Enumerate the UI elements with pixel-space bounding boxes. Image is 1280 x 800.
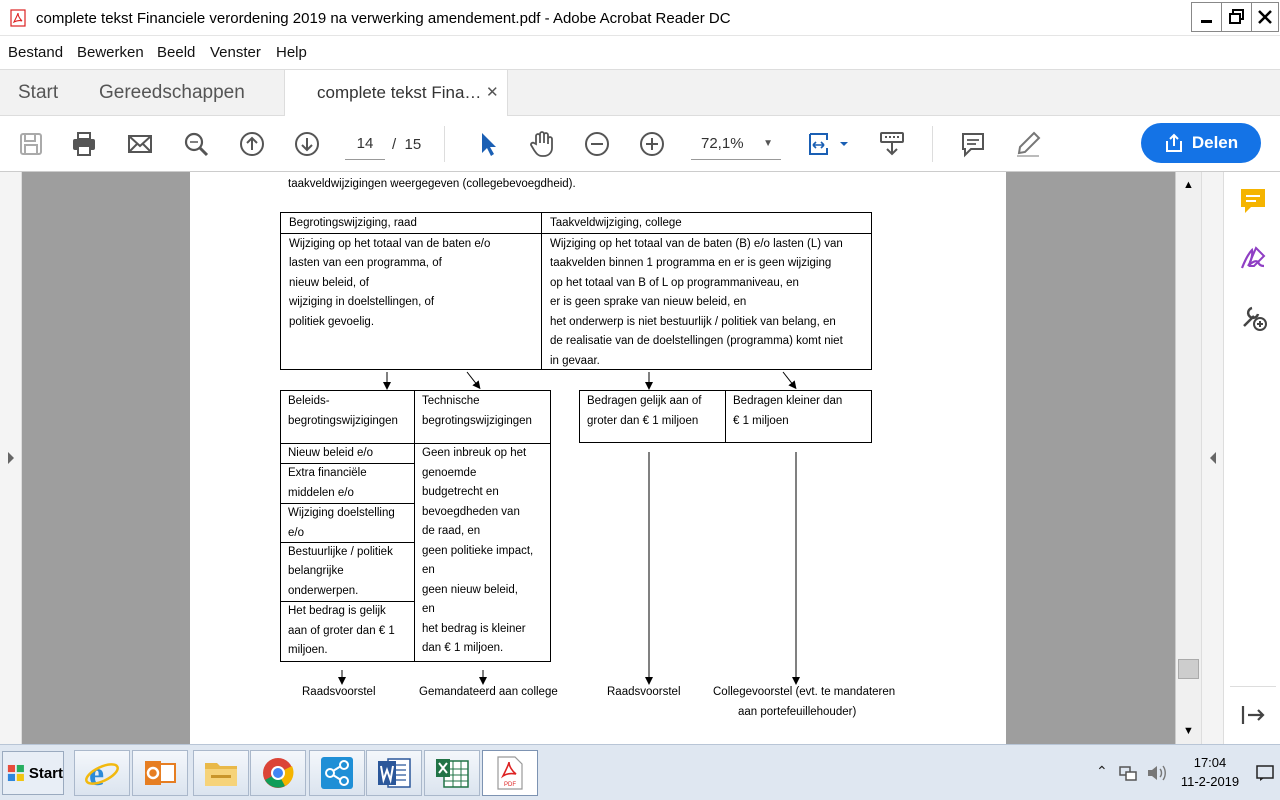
tab-tools[interactable]: Gereedschappen bbox=[99, 82, 245, 103]
keyboard-download-icon bbox=[878, 130, 906, 158]
word-icon bbox=[376, 755, 412, 791]
restore-button[interactable] bbox=[1221, 2, 1253, 32]
document-viewer[interactable] bbox=[22, 172, 1175, 744]
start-label: Start bbox=[28, 764, 63, 782]
comment-button[interactable] bbox=[957, 128, 989, 160]
printer-icon bbox=[70, 130, 98, 158]
hand-tool-button[interactable] bbox=[526, 128, 558, 160]
close-icon bbox=[1257, 9, 1273, 25]
menu-help[interactable]: Help bbox=[276, 44, 307, 61]
top-left-line: politiek gevoelig. bbox=[289, 316, 375, 328]
notification-icon[interactable] bbox=[1256, 765, 1274, 781]
outcome-collegevoorstel-line2: aan portefeuillehouder) bbox=[738, 706, 857, 718]
top-right-line: er is geen sprake van nieuw beleid, en bbox=[550, 296, 747, 308]
search-icon bbox=[182, 130, 210, 158]
zoom-select[interactable] bbox=[691, 128, 781, 160]
top-right-line: het onderwerp is niet bestuurlijk / politiek van belang, en bbox=[550, 316, 836, 328]
share-network-icon bbox=[319, 755, 355, 791]
minus-circle-icon bbox=[583, 130, 611, 158]
folder-icon bbox=[203, 757, 239, 789]
plus-circle-icon bbox=[638, 130, 666, 158]
top-table-header-left: Begrotingswijziging, raad bbox=[280, 212, 542, 234]
more-tools-icon[interactable] bbox=[1238, 302, 1268, 332]
search-button[interactable] bbox=[180, 128, 212, 160]
taskbar bbox=[0, 744, 1280, 800]
zoom-in-button[interactable] bbox=[636, 128, 668, 160]
toolbar bbox=[0, 116, 1280, 172]
taskbar-word[interactable] bbox=[366, 750, 422, 796]
scroll-thumb[interactable] bbox=[1178, 659, 1199, 679]
top-left-line: lasten van een programma, of bbox=[289, 257, 442, 269]
print-button[interactable] bbox=[68, 128, 100, 160]
top-left-line: nieuw beleid, of bbox=[289, 277, 369, 289]
volume-icon[interactable] bbox=[1146, 763, 1168, 783]
panel-divider bbox=[1230, 686, 1276, 687]
taskbar-explorer[interactable] bbox=[193, 750, 249, 796]
windows-logo-icon bbox=[7, 763, 25, 783]
highlight-button[interactable] bbox=[1012, 128, 1044, 160]
technische-header: Technische begrotingswijzigingen bbox=[414, 390, 551, 444]
outcome-raadsvoorstel: Raadsvoorstel bbox=[302, 686, 376, 698]
document-tab-label: complete tekst Fina… bbox=[317, 83, 482, 102]
left-panel-toggle[interactable] bbox=[0, 172, 22, 744]
bedragen-klein-cell: Bedragen kleiner dan € 1 miljoen bbox=[725, 390, 872, 443]
top-right-line: Wijziging op het totaal van de baten (B) e/o lasten (L) van bbox=[550, 238, 843, 250]
internet-explorer-icon bbox=[84, 755, 120, 791]
clock-date: 11-2-2019 bbox=[1180, 774, 1240, 789]
menu-beeld[interactable]: Beeld bbox=[157, 44, 196, 61]
top-right-line: in gevaar. bbox=[550, 355, 600, 367]
fill-sign-icon[interactable] bbox=[1238, 244, 1268, 274]
taskbar-ie[interactable] bbox=[74, 750, 130, 796]
chevron-left-icon bbox=[1208, 451, 1218, 465]
pdf-file-icon bbox=[495, 756, 525, 790]
share-label: Delen bbox=[1191, 133, 1239, 152]
vertical-scrollbar[interactable] bbox=[1175, 172, 1201, 744]
chevron-down-icon: ▼ bbox=[763, 138, 773, 149]
close-tab-icon[interactable]: ✕ bbox=[486, 84, 499, 101]
zoom-out-button[interactable] bbox=[581, 128, 613, 160]
save-icon bbox=[17, 130, 45, 158]
clock[interactable] bbox=[1180, 753, 1240, 791]
network-icon[interactable] bbox=[1118, 763, 1138, 783]
taskbar-network-app[interactable] bbox=[309, 750, 365, 796]
top-right-line: de realisatie van de doelstellingen (programma) komt niet bbox=[550, 335, 843, 347]
chrome-icon bbox=[261, 756, 295, 790]
outcome-raadsvoorstel-2: Raadsvoorstel bbox=[607, 686, 681, 698]
share-icon bbox=[1164, 133, 1184, 153]
clock-time: 17:04 bbox=[1193, 755, 1227, 770]
window-title: complete tekst Financiele verordening 2019 na verwerking amendement.pdf - Adobe Acrobat Reader DC bbox=[36, 10, 731, 27]
flow-arrows bbox=[190, 172, 1006, 744]
arrow-up-circle-icon bbox=[238, 130, 266, 158]
email-button[interactable] bbox=[124, 128, 156, 160]
cursor-arrow-icon bbox=[474, 130, 502, 158]
criterion-cell: Nieuw beleid e/o bbox=[280, 443, 415, 464]
previous-page-button[interactable] bbox=[236, 128, 268, 160]
taskbar-excel[interactable] bbox=[424, 750, 480, 796]
toolbar-divider bbox=[932, 126, 933, 162]
fit-width-icon bbox=[805, 130, 851, 158]
page-number-input[interactable]: 14 bbox=[345, 128, 385, 160]
page-total-number: 15 bbox=[404, 136, 422, 153]
menu-venster[interactable]: Venster bbox=[210, 44, 261, 61]
criterion-cell: Wijziging doelstelling e/o bbox=[280, 503, 415, 543]
next-page-button[interactable] bbox=[291, 128, 323, 160]
outlook-icon bbox=[143, 756, 177, 790]
beleids-header: Beleids- begrotingswijzigingen bbox=[280, 390, 415, 444]
arrow-down-circle-icon bbox=[293, 130, 321, 158]
fit-page-button[interactable] bbox=[805, 128, 851, 160]
tools-panel bbox=[1223, 172, 1280, 744]
tab-start[interactable]: Start bbox=[18, 82, 59, 103]
collapse-panel-icon[interactable] bbox=[1238, 700, 1268, 730]
right-panel-toggle[interactable] bbox=[1201, 172, 1223, 744]
close-button[interactable] bbox=[1251, 2, 1279, 32]
title-bar bbox=[0, 0, 1280, 36]
top-right-line: taakvelden binnen 1 programma en er is geen wijziging bbox=[550, 257, 832, 269]
acrobat-icon bbox=[10, 9, 26, 27]
select-tool-button[interactable] bbox=[472, 128, 504, 160]
scroll-mode-button[interactable] bbox=[876, 128, 908, 160]
bedragen-groot-cell: Bedragen gelijk aan of groter dan € 1 miljoen bbox=[579, 390, 726, 443]
save-button[interactable] bbox=[15, 128, 47, 160]
share-button[interactable] bbox=[1141, 123, 1261, 163]
toolbar-divider bbox=[444, 126, 445, 162]
scroll-up-arrow[interactable]: ▲ bbox=[1183, 179, 1194, 191]
tab-document[interactable] bbox=[284, 70, 508, 116]
top-right-line: op het totaal van B of L op programmaniveau, en bbox=[550, 277, 799, 289]
svg-text:PDF: PDF bbox=[504, 782, 516, 788]
chevron-right-icon bbox=[6, 451, 16, 465]
top-table-header-right: Taakveldwijziging, college bbox=[541, 212, 872, 234]
outcome-collegevoorstel: Collegevoorstel (evt. te mandateren bbox=[713, 686, 896, 698]
pen-icon bbox=[1014, 130, 1042, 158]
pdf-page bbox=[190, 172, 1006, 744]
taskbar-outlook[interactable] bbox=[132, 750, 188, 796]
show-hidden-icons-icon[interactable]: ⌃ bbox=[1096, 763, 1108, 779]
restore-icon bbox=[1229, 9, 1245, 25]
menu-bar bbox=[0, 36, 1280, 70]
technische-criteria-cell: Geen inbreuk op het genoemde budgetrecht en bevoegdheden van de raad, en geen politieke impact, en geen nieuw beleid, en het bedrag is kleiner dan € 1 miljoen. bbox=[414, 443, 551, 662]
scroll-down-arrow[interactable]: ▼ bbox=[1183, 725, 1194, 737]
top-left-line: Wijziging op het totaal van de baten e/o bbox=[289, 238, 491, 250]
tab-bar bbox=[0, 70, 1280, 116]
criterion-cell: Bestuurlijke / politiek belangrijke onderwerpen. bbox=[280, 542, 415, 602]
menu-bestand[interactable]: Bestand bbox=[8, 44, 64, 61]
excel-icon bbox=[434, 755, 470, 791]
hand-icon bbox=[528, 130, 556, 158]
criterion-cell: Het bedrag is gelijk aan of groter dan € 1 miljoen. bbox=[280, 601, 415, 662]
minimize-icon bbox=[1200, 10, 1214, 24]
intro-text: taakveldwijzigingen weergegeven (collegebevoegdheid). bbox=[288, 178, 576, 190]
envelope-icon bbox=[126, 130, 154, 158]
taskbar-chrome[interactable] bbox=[250, 750, 306, 796]
comment-icon bbox=[959, 130, 987, 158]
outcome-gemandateerd: Gemandateerd aan college bbox=[419, 686, 558, 698]
criterion-cell: Extra financiële middelen e/o bbox=[280, 463, 415, 504]
zoom-value: 72,1% bbox=[701, 135, 744, 152]
top-left-line: wijziging in doelstellingen, of bbox=[289, 296, 435, 308]
comment-tool-icon[interactable] bbox=[1238, 186, 1268, 216]
page-total bbox=[392, 136, 421, 153]
svg-text:e: e bbox=[89, 756, 105, 791]
page-separator: / bbox=[392, 136, 397, 153]
start-button[interactable] bbox=[2, 751, 64, 795]
taskbar-acrobat[interactable] bbox=[482, 750, 538, 796]
minimize-button[interactable] bbox=[1191, 2, 1223, 32]
menu-bewerken[interactable]: Bewerken bbox=[77, 44, 144, 61]
